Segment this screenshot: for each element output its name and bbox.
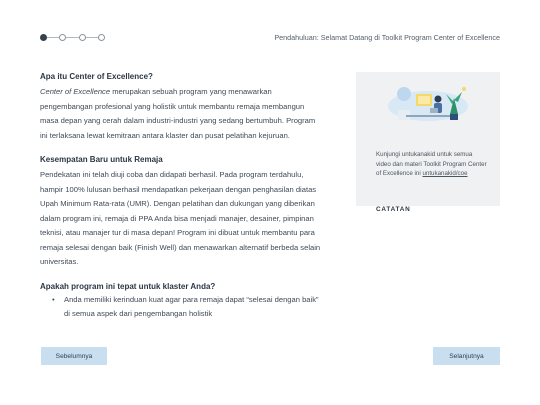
person-at-desk-illustration (380, 80, 476, 126)
stepper-line (43, 37, 103, 38)
note-link[interactable]: untukanakid/coe (422, 170, 468, 177)
step-dot-4[interactable] (98, 34, 105, 41)
list-item: • Anda memiliki kerinduan kuat agar para remaja dapat “selesai dengan baik” di semua aspek dari pengembangan holistik (40, 293, 322, 322)
paragraph-text: merupakan sebuah program yang menawarkan pengembangan profesional yang holistik untuk membantu remaja membangun masa depan yang cerah dalam industri-industri yang sedang bertumbuh. Program ini terlaksana lewat kemitraan antara klaster dan pusat pelatihan kejuruan. (40, 87, 316, 140)
progress-stepper (40, 33, 106, 43)
note-text (376, 150, 488, 179)
step-dot-2[interactable] (59, 34, 66, 41)
section-heading: Apa itu Center of Excellence? (40, 72, 153, 81)
previous-button[interactable]: Sebelumnya (41, 347, 107, 365)
note-title: CATATAN (376, 206, 411, 213)
section-heading: Kesempatan Baru untuk Remaja (40, 155, 163, 164)
bullet-list (40, 293, 322, 322)
italic-term: Center of Excellence (40, 87, 111, 96)
step-dot-1[interactable] (40, 34, 47, 41)
note-card (356, 72, 500, 213)
section-paragraph: Pendekatan ini telah diuji coba dan didapati berhasil. Pada program terdahulu, hampir 100% lulusan berhasil mendapatkan pekerjaan dengan penghasilan diatas Upah Minimum Rata-rata (UMR). Dengan pelatihan dan dukungan yang diberikan dalam program ini, remaja di PPA Anda bisa menjadi manajer, desainer, pimpinan teknisi, atau manajer tur di masa depan! Program ini dibuat untuk membantu para remaja selesai dengan baik (Finish Well) dan menawarkan alternatif berbeda selain universitas. (40, 170, 321, 266)
main-content (40, 72, 322, 322)
step-dot-3[interactable] (79, 34, 86, 41)
section-paragraph (40, 85, 322, 143)
section-heading: Apakah program ini tepat untuk klaster Anda? (40, 281, 216, 291)
page-title: Pendahuluan: Selamat Datang di Toolkit Program Center of Excellence (274, 33, 500, 42)
note-text-body: Kunjungi untukanakid untuk semua video dan materi Toolkit Program Center of Excellence ini (376, 151, 487, 177)
next-button[interactable]: Selanjutnya (433, 347, 500, 365)
